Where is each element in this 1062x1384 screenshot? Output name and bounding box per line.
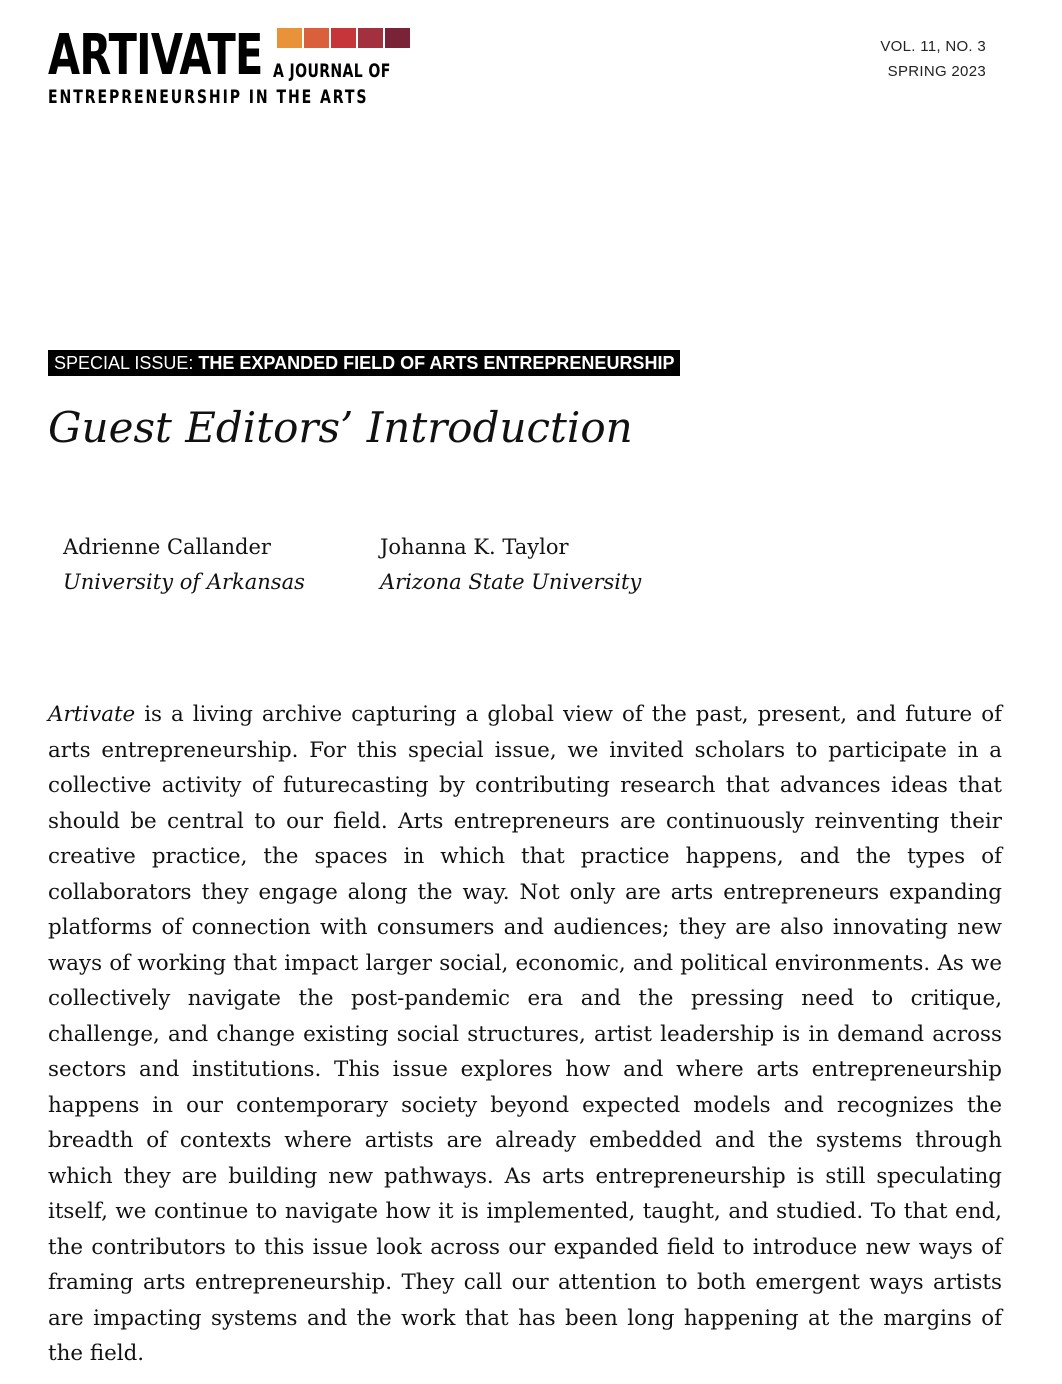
body-paragraph xyxy=(48,697,1002,1372)
logo-color-bars xyxy=(277,28,410,48)
journal-logo xyxy=(48,23,428,112)
logo-tagline-line2: ENTREPRENEURSHIP IN THE ARTS xyxy=(48,86,369,108)
author-block xyxy=(380,530,641,600)
author-affiliation: Arizona State University xyxy=(380,570,642,594)
logo-wordmark: ARTIVATE xyxy=(48,23,263,88)
color-bar xyxy=(277,28,302,48)
issue-season: SPRING 2023 xyxy=(887,63,986,80)
author-block xyxy=(63,530,305,600)
issue-info xyxy=(880,34,986,84)
color-bar xyxy=(331,28,356,48)
issue-volume: VOL. 11, NO. 3 xyxy=(880,38,986,55)
special-issue-banner xyxy=(48,350,680,376)
author-affiliation: University of Arkansas xyxy=(63,570,305,594)
author-name: Johanna K. Taylor xyxy=(380,535,569,559)
color-bar xyxy=(385,28,410,48)
journal-name-italic: Artivate xyxy=(48,702,136,727)
body-paragraph-text: is a living archive capturing a global view of the past, present, and future of arts entrepreneurship. For this special issue, we invited scholars to participate in a collective activity of futurecasting by contributing research that advances ideas that should be central to our field. Arts entrepreneurs are continuously reinventing their creative practice, the spaces in which that practice happens, and the types of collaborators they engage along the way. Not only are arts entrepreneurs expanding platforms of connection with consumers and audiences; they are also innovating new ways of working that impact larger social, economic, and political environments. As we collectively navigate the post-pandemic era and the pressing need to critique, challenge, and change existing social structures, artist leadership is in demand across sectors and institutions. This issue explores how and where arts entrepreneurship happens in our contemporary society beyond expected models and recognizes the breadth of contexts where artists are already embedded and the systems through which they are building new pathways. As arts entrepreneurship is still speculating itself, we continue to navigate how it is implemented, taught, and studied. To that end, the contributors to this issue look across our expanded field to introduce new ways of framing arts entrepreneurship. They call our attention to both emergent ways artists are impacting systems and the work that has been long happening at the margins of the field. xyxy=(48,702,1002,1366)
color-bar xyxy=(358,28,383,48)
color-bar xyxy=(304,28,329,48)
banner-topic: THE EXPANDED FIELD OF ARTS ENTREPRENEURSHIP xyxy=(198,353,675,373)
author-name: Adrienne Callander xyxy=(63,535,271,559)
article-title: Guest Editors’ Introduction xyxy=(48,403,633,452)
logo-tagline-line1: A JOURNAL OF xyxy=(273,60,391,82)
banner-label: SPECIAL ISSUE: xyxy=(54,353,194,373)
